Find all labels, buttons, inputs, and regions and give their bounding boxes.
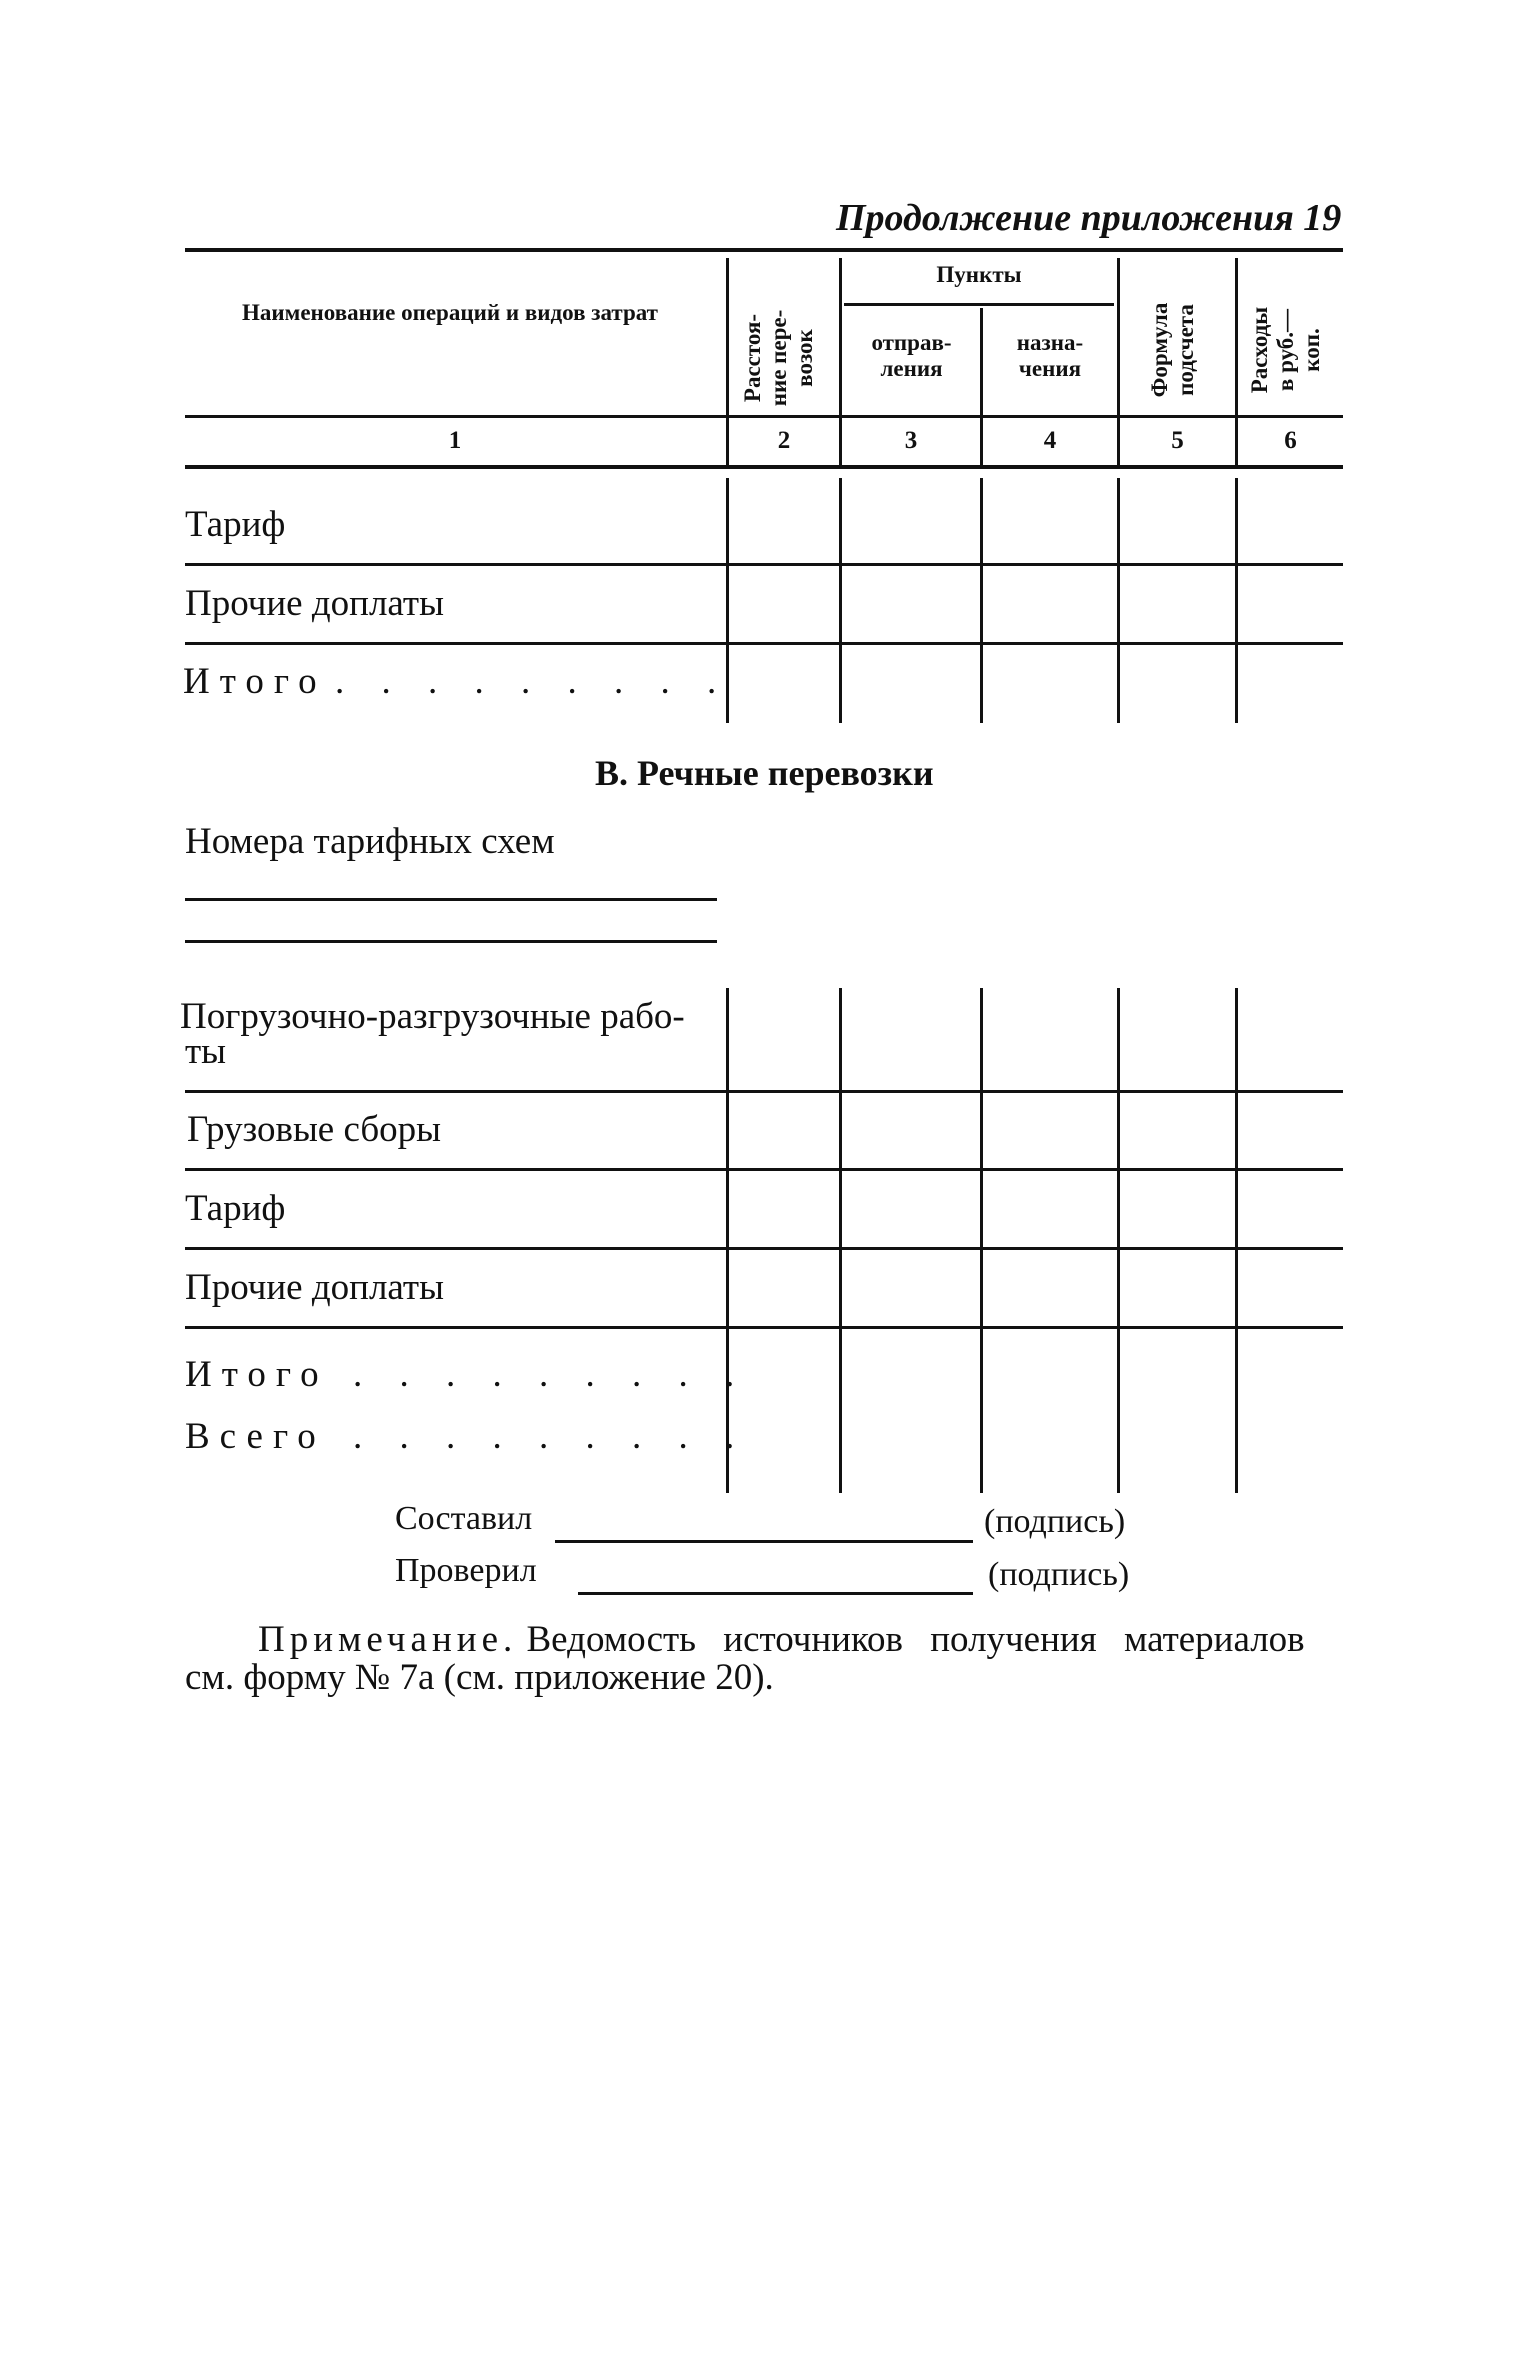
a-vline-2: [839, 478, 842, 723]
punkty-rule: [844, 303, 1114, 306]
v-vline-5: [1235, 988, 1238, 1493]
v-vline-4: [1117, 988, 1120, 1493]
row-pogruzochno: Погрузочно-разгрузочные рабо-: [180, 996, 685, 1037]
note-text-1: Ведомость источников получения материалов: [526, 1619, 1305, 1660]
col-number-6: 6: [1284, 427, 1297, 454]
row-gruzovye-sbory: Грузовые сборы: [187, 1109, 442, 1150]
row-rule-a1: [185, 563, 1343, 566]
col-number-4: 4: [1043, 427, 1057, 454]
group-punkty-header: Пункты: [936, 262, 1022, 287]
col-number-2: 2: [777, 427, 791, 454]
row-vsego-v: Всего: [185, 1416, 326, 1457]
row-itogo-v-dots: . . . . . . . . .: [353, 1354, 749, 1395]
row-rule-v1: [185, 1090, 1343, 1093]
continuation-header: Продолжение приложения 19: [836, 197, 1342, 239]
compiled-signature-caption: (подпись): [984, 1503, 1126, 1540]
tariff-scheme-blank-2: [185, 940, 717, 943]
col-number-5: 5: [1171, 427, 1184, 454]
note-line-2: см. форму № 7а (см. приложение 20).: [185, 1657, 774, 1698]
section-v-title: В. Речные перевозки: [595, 753, 934, 793]
col6-header: Расходы в руб.— коп.: [1247, 306, 1324, 394]
row-tarif-v: Тариф: [185, 1188, 286, 1229]
col2-header: Расстоя- ние пере- возок: [740, 309, 817, 407]
col3-header: отправ- ления: [871, 330, 952, 381]
row-itogo-a: Итого: [183, 661, 327, 702]
row-rule-v2: [185, 1168, 1343, 1171]
col-number-3: 3: [904, 427, 918, 454]
row-rule-v4: [185, 1326, 1343, 1329]
row-rule-a2: [185, 642, 1343, 645]
row-tarif-a: Тариф: [185, 504, 286, 545]
numbers-bottom-rule: [185, 465, 1343, 469]
a-vline-5: [1235, 478, 1238, 723]
tariff-scheme-blank-1: [185, 898, 717, 901]
row-itogo-v: Итого: [185, 1354, 329, 1395]
col-number-1: 1: [448, 427, 462, 454]
col5-header: Формула подсчета: [1147, 302, 1198, 398]
table-top-rule: [185, 248, 1343, 252]
a-vline-4: [1117, 478, 1120, 723]
row-itogo-a-dots: . . . . . . . . .: [335, 661, 731, 702]
row-pogruzochno-cont: ты: [185, 1031, 227, 1072]
col4-header: назна- чения: [1016, 330, 1084, 381]
row-prochie-a: Прочие доплаты: [185, 583, 444, 624]
a-vline-3: [980, 478, 983, 723]
checked-signature-line: [578, 1592, 973, 1595]
row-prochie-v: Прочие доплаты: [185, 1267, 444, 1308]
note-label: Примечание.: [258, 1619, 518, 1660]
compiled-signature-line: [555, 1540, 973, 1543]
row-rule-v3: [185, 1247, 1343, 1250]
checked-label: Проверил: [395, 1552, 537, 1589]
compiled-label: Составил: [395, 1500, 533, 1537]
row-vsego-v-dots: . . . . . . . . .: [353, 1416, 749, 1457]
v-vline-2: [839, 988, 842, 1493]
note-line-1: [258, 1618, 1305, 1661]
col1-header: Наименование операций и видов затрат: [242, 300, 658, 325]
checked-signature-caption: (подпись): [988, 1556, 1130, 1593]
v-vline-3: [980, 988, 983, 1493]
tariff-schemes-label: Номера тарифных схем: [185, 821, 555, 862]
